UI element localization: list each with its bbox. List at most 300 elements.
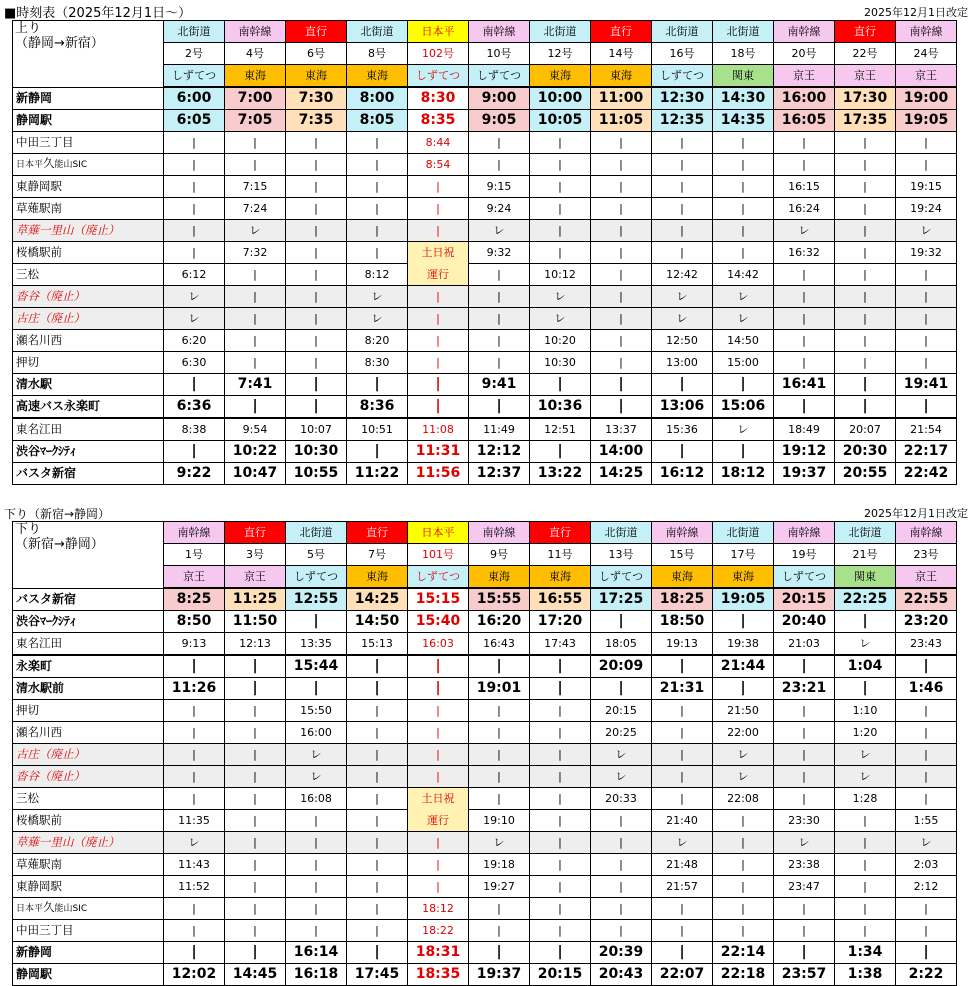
departure-time-cell: | xyxy=(469,744,530,766)
departure-time-cell: | xyxy=(652,441,713,463)
departure-time-cell: レ xyxy=(225,220,286,242)
departure-time-cell: 20:25 xyxy=(591,722,652,744)
direction-route: （静岡→新宿） xyxy=(15,36,104,51)
departure-time-cell: 12:02 xyxy=(164,964,225,986)
station-row xyxy=(13,154,957,176)
departure-time-cell: | xyxy=(652,766,713,788)
departure-time-cell: 19:05 xyxy=(896,110,957,132)
departure-time-cell: 20:33 xyxy=(591,788,652,810)
departure-time-cell: 9:54 xyxy=(225,418,286,441)
departure-time-cell: | xyxy=(896,744,957,766)
departure-time-cell: 15:55 xyxy=(469,588,530,611)
departure-time-cell: 1:10 xyxy=(835,700,896,722)
departure-time-cell: 10:47 xyxy=(225,463,286,485)
departure-time-cell: | xyxy=(286,396,347,419)
departure-time-cell: | xyxy=(896,766,957,788)
departure-time-cell: 16:18 xyxy=(286,964,347,986)
route-type-cell: 日本平 xyxy=(408,21,469,43)
departure-time-cell: | xyxy=(774,132,835,154)
departure-time-cell: 14:45 xyxy=(225,964,286,986)
weekend-note-label: 運行 xyxy=(427,813,449,827)
station-name: 草薙一里山（廃止） xyxy=(13,220,164,242)
departure-time-cell: 23:43 xyxy=(896,633,957,656)
departure-time-cell: 16:20 xyxy=(469,611,530,633)
departure-time-cell: | xyxy=(530,176,591,198)
departure-time-cell: | xyxy=(408,330,469,352)
departure-time-cell: | xyxy=(469,942,530,964)
station-row xyxy=(13,898,957,920)
station-name: 東静岡駅 xyxy=(13,876,164,898)
route-type-cell: 直行 xyxy=(530,522,591,544)
station-name: 渋谷ﾏｰｸｼﾃｨ xyxy=(13,611,164,633)
departure-time-cell: | xyxy=(408,176,469,198)
operator-cell: 京王 xyxy=(164,566,225,589)
departure-time-cell: | xyxy=(713,242,774,264)
departure-time-cell: | xyxy=(652,920,713,942)
departure-time-cell: 20:43 xyxy=(591,964,652,986)
departure-time-cell: | xyxy=(347,766,408,788)
departure-time-cell: | xyxy=(164,920,225,942)
departure-time-cell: | xyxy=(774,722,835,744)
departure-time-cell: | xyxy=(896,132,957,154)
route-type-cell: 日本平 xyxy=(408,522,469,544)
departure-time-cell: 22:07 xyxy=(652,964,713,986)
departure-time-cell: | xyxy=(164,744,225,766)
departure-time-cell: | xyxy=(225,330,286,352)
departure-time-cell: 9:15 xyxy=(469,176,530,198)
departure-time-cell: | xyxy=(347,220,408,242)
station-row xyxy=(13,854,957,876)
bus-number-cell: 6号 xyxy=(286,43,347,65)
departure-time-cell: 20:15 xyxy=(591,700,652,722)
operator-cell: 東海 xyxy=(347,566,408,589)
departure-time-cell: | xyxy=(652,374,713,396)
departure-time-cell: 12:30 xyxy=(652,87,713,110)
departure-time-cell: | xyxy=(225,942,286,964)
departure-time-cell: | xyxy=(225,810,286,832)
station-row xyxy=(13,810,957,832)
departure-time-cell: 18:50 xyxy=(652,611,713,633)
bus-number-cell: 22号 xyxy=(835,43,896,65)
departure-time-cell: | xyxy=(286,832,347,854)
departure-time-cell: | xyxy=(225,788,286,810)
departure-time-cell: 19:37 xyxy=(774,463,835,485)
departure-time-cell: 23:57 xyxy=(774,964,835,986)
departure-time-cell: 8:25 xyxy=(164,588,225,611)
section-title-down: 下り（新宿→静岡） xyxy=(4,507,111,521)
departure-time-cell: | xyxy=(835,286,896,308)
departure-time-cell: レ xyxy=(713,308,774,330)
departure-time-cell: | xyxy=(286,242,347,264)
departure-time-cell: | xyxy=(835,308,896,330)
departure-time-cell: | xyxy=(347,876,408,898)
departure-time-cell: | xyxy=(225,854,286,876)
departure-time-cell: レ xyxy=(835,744,896,766)
departure-time-cell: 19:18 xyxy=(469,854,530,876)
departure-time-cell: | xyxy=(225,352,286,374)
departure-time-cell: レ xyxy=(591,744,652,766)
station-row xyxy=(13,744,957,766)
departure-time-cell: レ xyxy=(835,766,896,788)
departure-time-cell: | xyxy=(286,330,347,352)
station-row xyxy=(13,286,957,308)
departure-time-cell: | xyxy=(896,722,957,744)
departure-time-cell: | xyxy=(347,810,408,832)
departure-time-cell: | xyxy=(835,876,896,898)
departure-time-cell: | xyxy=(835,678,896,700)
departure-time-cell: 19:10 xyxy=(469,810,530,832)
revision-date-down: 2025年12月1日改定 xyxy=(864,507,968,520)
departure-time-cell: レ xyxy=(469,832,530,854)
departure-time-cell: 1:20 xyxy=(835,722,896,744)
departure-time-cell: 1:46 xyxy=(896,678,957,700)
departure-time-cell: レ xyxy=(835,633,896,656)
departure-time-cell: | xyxy=(347,722,408,744)
timetable-down xyxy=(12,521,957,986)
departure-time-cell: レ xyxy=(896,832,957,854)
route-row xyxy=(13,522,957,544)
departure-time-cell: | xyxy=(713,854,774,876)
departure-time-cell: レ xyxy=(164,308,225,330)
departure-time-cell: 14:50 xyxy=(713,330,774,352)
station-name-part-a: 日本平 xyxy=(16,904,44,914)
departure-time-cell: 10:55 xyxy=(286,463,347,485)
departure-time-cell: 7:41 xyxy=(225,374,286,396)
departure-time-cell: 10:51 xyxy=(347,418,408,441)
station-name: 静岡駅 xyxy=(13,110,164,132)
departure-time-cell: | xyxy=(164,242,225,264)
departure-time-cell: 18:31 xyxy=(408,942,469,964)
departure-time-cell: | xyxy=(164,220,225,242)
departure-time-cell: | xyxy=(164,788,225,810)
departure-time-cell: | xyxy=(347,854,408,876)
departure-time-cell: 12:12 xyxy=(469,441,530,463)
departure-time-cell: レ xyxy=(286,744,347,766)
operator-cell: 京王 xyxy=(225,566,286,589)
departure-time-cell: | xyxy=(652,788,713,810)
station-name: 押切 xyxy=(13,352,164,374)
departure-time-cell: 6:20 xyxy=(164,330,225,352)
departure-time-cell: | xyxy=(835,396,896,419)
departure-time-cell: | xyxy=(713,832,774,854)
departure-time-cell: | xyxy=(652,176,713,198)
departure-time-cell: レ xyxy=(347,286,408,308)
departure-time-cell: | xyxy=(225,700,286,722)
departure-time-cell: レ xyxy=(713,744,774,766)
departure-time-cell: 13:22 xyxy=(530,463,591,485)
departure-time-cell: | xyxy=(896,286,957,308)
departure-time-cell: 16:08 xyxy=(286,788,347,810)
departure-time-cell: | xyxy=(347,678,408,700)
departure-time-cell: | xyxy=(591,154,652,176)
departure-time-cell: | xyxy=(530,942,591,964)
departure-time-cell: 8:30 xyxy=(408,87,469,110)
departure-time-cell: | xyxy=(347,242,408,264)
station-row xyxy=(13,441,957,463)
departure-time-cell: 11:31 xyxy=(408,441,469,463)
departure-time-cell: | xyxy=(286,198,347,220)
departure-time-cell: 17:20 xyxy=(530,611,591,633)
departure-time-cell: 10:30 xyxy=(286,441,347,463)
departure-time-cell: 7:15 xyxy=(225,176,286,198)
departure-time-cell: 8:20 xyxy=(347,330,408,352)
station-name: 渋谷ﾏｰｸｼﾃｨ xyxy=(13,441,164,463)
departure-time-cell: | xyxy=(774,330,835,352)
departure-time-cell: | xyxy=(286,352,347,374)
bus-number-cell: 101号 xyxy=(408,544,469,566)
station-row xyxy=(13,87,957,110)
departure-time-cell: 22:14 xyxy=(713,942,774,964)
departure-time-cell: 19:05 xyxy=(713,588,774,611)
bus-number-cell: 8号 xyxy=(347,43,408,65)
bus-number-cell: 10号 xyxy=(469,43,530,65)
departure-time-cell: 9:32 xyxy=(469,242,530,264)
station-row xyxy=(13,242,957,264)
departure-time-cell: | xyxy=(225,832,286,854)
departure-time-cell: | xyxy=(469,308,530,330)
departure-time-cell: | xyxy=(469,396,530,419)
operator-cell: 東海 xyxy=(652,566,713,589)
departure-time-cell: | xyxy=(896,308,957,330)
departure-time-cell: | xyxy=(286,154,347,176)
departure-time-cell: | xyxy=(896,396,957,419)
departure-time-cell: | xyxy=(652,154,713,176)
departure-time-cell: 21:54 xyxy=(896,418,957,441)
route-type-cell: 北街道 xyxy=(286,522,347,544)
departure-time-cell: | xyxy=(408,396,469,419)
station-row xyxy=(13,220,957,242)
departure-time-cell: | xyxy=(225,722,286,744)
departure-time-cell: 1:04 xyxy=(835,655,896,678)
departure-time-cell: 16:55 xyxy=(530,588,591,611)
bus-number-cell: 21号 xyxy=(835,544,896,566)
station-name: 沓谷（廃止） xyxy=(13,766,164,788)
operator-cell: しずてつ xyxy=(408,566,469,589)
departure-time-cell: 14:00 xyxy=(591,441,652,463)
departure-time-cell: | xyxy=(774,744,835,766)
departure-time-cell: 7:24 xyxy=(225,198,286,220)
departure-time-cell: | xyxy=(286,876,347,898)
departure-time-cell: レ xyxy=(713,766,774,788)
departure-time-cell: 18:12 xyxy=(713,463,774,485)
departure-time-cell: | xyxy=(469,154,530,176)
departure-time-cell: | xyxy=(896,264,957,286)
departure-time-cell: 21:57 xyxy=(652,876,713,898)
departure-time-cell: | xyxy=(652,220,713,242)
station-name: 古庄（廃止） xyxy=(13,308,164,330)
departure-time-cell: 8:12 xyxy=(347,264,408,286)
departure-time-cell: | xyxy=(774,942,835,964)
departure-time-cell: | xyxy=(286,678,347,700)
weekend-note-label: 土日祝 xyxy=(421,246,455,260)
station-name: 草薙一里山（廃止） xyxy=(13,832,164,854)
departure-time-cell: 22:00 xyxy=(713,722,774,744)
departure-time-cell: | xyxy=(408,854,469,876)
station-name: 永楽町 xyxy=(13,655,164,678)
station-row xyxy=(13,352,957,374)
departure-time-cell: | xyxy=(225,744,286,766)
departure-time-cell: | xyxy=(652,898,713,920)
route-type-cell: 北街道 xyxy=(652,21,713,43)
departure-time-cell: 16:14 xyxy=(286,942,347,964)
departure-time-cell: | xyxy=(408,286,469,308)
station-name xyxy=(13,898,164,920)
departure-time-cell: 19:24 xyxy=(896,198,957,220)
departure-time-cell: | xyxy=(530,220,591,242)
departure-time-cell: | xyxy=(530,700,591,722)
departure-time-cell xyxy=(408,264,469,286)
departure-time-cell: | xyxy=(164,198,225,220)
departure-time-cell: | xyxy=(835,832,896,854)
bus-number-cell: 12号 xyxy=(530,43,591,65)
departure-time-cell: 12:55 xyxy=(286,588,347,611)
departure-time-cell: | xyxy=(591,678,652,700)
departure-time-cell: | xyxy=(225,920,286,942)
departure-time-cell: 11:56 xyxy=(408,463,469,485)
departure-time-cell: | xyxy=(835,132,896,154)
departure-time-cell: | xyxy=(774,655,835,678)
departure-time-cell: | xyxy=(164,441,225,463)
departure-time-cell: レ xyxy=(164,286,225,308)
departure-time-cell: | xyxy=(896,920,957,942)
departure-time-cell: | xyxy=(835,154,896,176)
bus-number-cell: 7号 xyxy=(347,544,408,566)
departure-time-cell: | xyxy=(774,352,835,374)
departure-time-cell: | xyxy=(408,876,469,898)
station-row xyxy=(13,176,957,198)
departure-time-cell: 6:30 xyxy=(164,352,225,374)
departure-time-cell: | xyxy=(713,154,774,176)
departure-time-cell: | xyxy=(286,920,347,942)
departure-time-cell: | xyxy=(774,286,835,308)
departure-time-cell: レ xyxy=(774,220,835,242)
departure-time-cell: 13:35 xyxy=(286,633,347,656)
departure-time-cell: 19:00 xyxy=(896,87,957,110)
station-row xyxy=(13,964,957,986)
operator-cell: 京王 xyxy=(774,65,835,88)
departure-time-cell: | xyxy=(591,242,652,264)
departure-time-cell: | xyxy=(164,374,225,396)
departure-time-cell: 16:12 xyxy=(652,463,713,485)
departure-time-cell: | xyxy=(652,132,713,154)
route-type-cell: 北街道 xyxy=(530,21,591,43)
departure-time-cell: 17:25 xyxy=(591,588,652,611)
departure-time-cell: | xyxy=(591,810,652,832)
departure-time-cell: | xyxy=(774,154,835,176)
departure-time-cell: | xyxy=(164,132,225,154)
departure-time-cell: | xyxy=(286,286,347,308)
departure-time-cell: | xyxy=(591,308,652,330)
departure-time-cell: | xyxy=(835,198,896,220)
bus-number-cell: 9号 xyxy=(469,544,530,566)
route-type-cell: 南幹線 xyxy=(469,522,530,544)
departure-time-cell: | xyxy=(225,308,286,330)
departure-time-cell: 10:00 xyxy=(530,87,591,110)
departure-time-cell: 22:08 xyxy=(713,788,774,810)
bus-number-cell: 20号 xyxy=(774,43,835,65)
station-name-part-c: 能山SIC xyxy=(54,904,88,914)
departure-time-cell: | xyxy=(591,132,652,154)
departure-time-cell: | xyxy=(347,198,408,220)
departure-time-cell: | xyxy=(713,611,774,633)
departure-time-cell: 14:35 xyxy=(713,110,774,132)
departure-time-cell: 23:21 xyxy=(774,678,835,700)
departure-time-cell: 10:30 xyxy=(530,352,591,374)
route-type-cell: 直行 xyxy=(835,21,896,43)
departure-time-cell: 10:22 xyxy=(225,441,286,463)
revision-date-up: 2025年12月1日改定 xyxy=(864,6,968,19)
departure-time-cell: 11:00 xyxy=(591,87,652,110)
departure-time-cell: | xyxy=(652,242,713,264)
station-name: 草薙駅南 xyxy=(13,854,164,876)
departure-time-cell: | xyxy=(469,352,530,374)
bus-number-cell: 1号 xyxy=(164,544,225,566)
departure-time-cell: | xyxy=(469,898,530,920)
departure-time-cell: 11:49 xyxy=(469,418,530,441)
station-name: バスタ新宿 xyxy=(13,463,164,485)
departure-time-cell: レ xyxy=(347,308,408,330)
departure-time-cell: 14:25 xyxy=(347,588,408,611)
operator-cell: しずてつ xyxy=(408,65,469,88)
departure-time-cell: 14:30 xyxy=(713,87,774,110)
departure-time-cell: 7:32 xyxy=(225,242,286,264)
route-row xyxy=(13,21,957,43)
departure-time-cell: 15:13 xyxy=(347,633,408,656)
departure-time-cell: | xyxy=(408,678,469,700)
departure-time-cell: 9:13 xyxy=(164,633,225,656)
station-row xyxy=(13,832,957,854)
departure-time-cell: | xyxy=(835,611,896,633)
operator-cell: 東海 xyxy=(530,566,591,589)
departure-time-cell: | xyxy=(164,176,225,198)
departure-time-cell: 9:24 xyxy=(469,198,530,220)
station-name: 桜橋駅前 xyxy=(13,242,164,264)
departure-time-cell: レ xyxy=(164,832,225,854)
route-type-cell: 南幹線 xyxy=(652,522,713,544)
departure-time-cell: | xyxy=(408,374,469,396)
departure-time-cell: 11:25 xyxy=(225,588,286,611)
departure-time-cell: 8:54 xyxy=(408,154,469,176)
departure-time-cell: レ xyxy=(286,766,347,788)
departure-time-cell: | xyxy=(591,176,652,198)
departure-time-cell: | xyxy=(530,655,591,678)
departure-time-cell: | xyxy=(530,678,591,700)
departure-time-cell: | xyxy=(835,264,896,286)
departure-time-cell: 17:43 xyxy=(530,633,591,656)
departure-time-cell: | xyxy=(591,374,652,396)
departure-time-cell: 8:00 xyxy=(347,87,408,110)
departure-time-cell: | xyxy=(835,242,896,264)
departure-time-cell: | xyxy=(225,766,286,788)
departure-time-cell: | xyxy=(347,655,408,678)
departure-time-cell: | xyxy=(164,942,225,964)
route-type-cell: 南幹線 xyxy=(225,21,286,43)
departure-time-cell: | xyxy=(164,655,225,678)
departure-time-cell: 10:36 xyxy=(530,396,591,419)
departure-time-cell: | xyxy=(774,700,835,722)
departure-time-cell: | xyxy=(896,154,957,176)
departure-time-cell: 8:38 xyxy=(164,418,225,441)
departure-time-cell: | xyxy=(774,396,835,419)
departure-time-cell: | xyxy=(896,700,957,722)
operator-cell: 京王 xyxy=(835,65,896,88)
departure-time-cell: 15:36 xyxy=(652,418,713,441)
departure-time-cell: 7:30 xyxy=(286,87,347,110)
departure-time-cell: | xyxy=(408,722,469,744)
departure-time-cell: 15:44 xyxy=(286,655,347,678)
departure-time-cell: | xyxy=(896,330,957,352)
departure-time-cell: | xyxy=(591,611,652,633)
